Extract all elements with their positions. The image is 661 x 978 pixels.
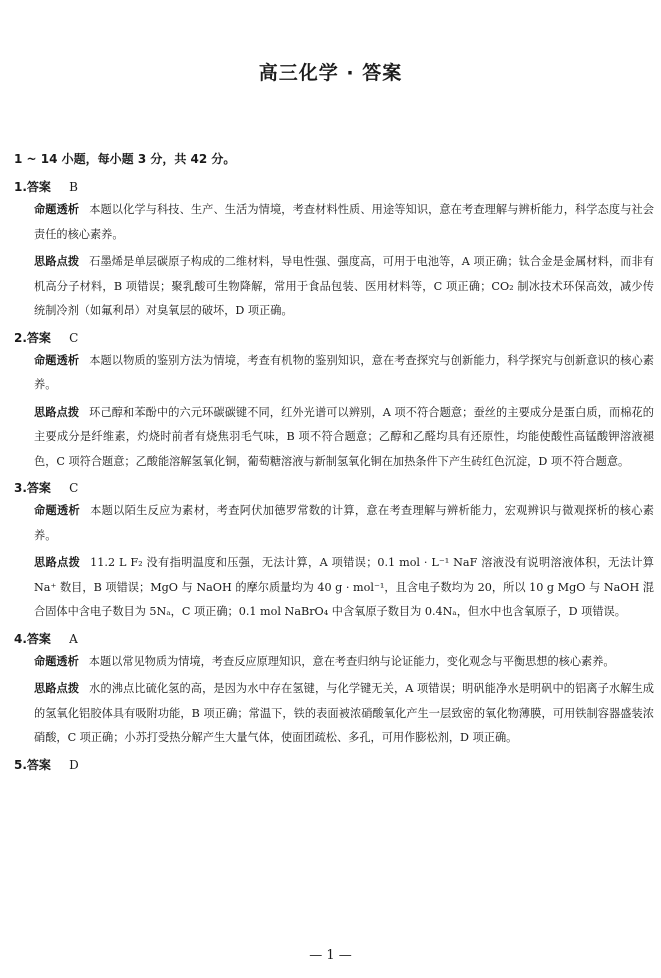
answer-label: 答案	[26, 481, 51, 495]
question-2	[14, 327, 654, 475]
analysis-text: 本题以化学与科技、生产、生活为情境，考查材料性质、用途等知识，意在考查理解与辨析能力，科学态度与社会责任的核心素养。	[34, 203, 654, 241]
question-5	[14, 754, 654, 776]
hint-text: 环己醇和苯酚中的六元环碳碳键不同，红外光谱可以辨别，A 项不符合题意；蚕丝的主要成分是蛋白质，而棉花的主要成分是纤维素，灼烧时前者有烧焦羽毛气味，B 项不符合题意；乙醇和乙醛均具有还原性，均能使酸性高锰酸钾溶液褪色，C 项符合题意；乙酸能溶解氢氧化铜，葡萄糖溶液与新制氢氧化铜在加热条件下产生砖红色沉淀，D 项不符合题意。	[34, 405, 654, 468]
answer-value: A	[69, 631, 78, 646]
page-number: — 1 —	[309, 948, 352, 963]
answer-label: 答案	[26, 631, 51, 646]
hint-label: 思路点拨	[34, 682, 80, 695]
analysis-paragraph	[34, 499, 654, 548]
analysis-paragraph	[34, 349, 654, 398]
analysis-label: 命题透析	[34, 203, 80, 216]
question-header	[14, 176, 654, 198]
answer-value: C	[69, 481, 79, 495]
question-1	[14, 176, 654, 324]
answer-label: 答案	[26, 180, 51, 194]
question-number: 1.	[14, 180, 27, 194]
question-list	[14, 176, 654, 779]
analysis-label: 命题透析	[34, 654, 79, 668]
question-number: 3.	[14, 481, 27, 495]
analysis-paragraph	[34, 198, 654, 247]
analysis-label: 命题透析	[34, 504, 81, 517]
section-intro: 1 ~ 14 小题，每小题 3 分，共 42 分。	[14, 152, 236, 166]
analysis-paragraph	[34, 650, 654, 675]
question-header	[14, 628, 654, 650]
hint-label: 思路点拨	[34, 556, 81, 569]
hint-paragraph	[34, 250, 654, 324]
hint-label: 思路点拨	[34, 255, 80, 268]
answer-label: 答案	[26, 757, 51, 772]
analysis-text: 本题以常见物质为情境，考查反应原理知识，意在考查归纳与论证能力，变化观念与平衡思想的核心素养。	[88, 654, 615, 668]
question-number: 5.	[14, 757, 27, 772]
hint-label: 思路点拨	[34, 405, 80, 419]
analysis-label: 命题透析	[34, 353, 80, 367]
hint-text: 石墨烯是单层碳原子构成的二维材料，导电性强、强度高，可用于电池等，A 项正确；钛合金是金属材料，而非有机高分子材料，B 项错误；聚乳酸可生物降解，常用于食品包装、医用材料等，C 项正确；CO₂ 制冰技术环保高效，减少传统制冷剂（如氟利昂）对臭氧层的破坏，D 项正确。	[34, 255, 654, 317]
hint-paragraph	[34, 401, 654, 475]
hint-text: 水的沸点比硫化氢的高，是因为水中存在氢键，与化学键无关，A 项错误；明矾能净水是明矾中的铝离子水解生成的氢氧化铝胶体具有吸附功能，B 项正确；常温下，铁的表面被浓硝酸氧化产生一层致密的氧化物薄膜，可用铁制容器盛装浓硝酸，C 项正确；小苏打受热分解产生大量气体，使面团疏松、多孔，可用作膨松剂，D 项正确。	[34, 682, 654, 744]
hint-text: 11.2 L F₂ 没有指明温度和压强，无法计算，A 项错误；0.1 mol · L⁻¹ NaF 溶液没有说明溶液体积，无法计算 Na⁺ 数目，B 项错误；MgO 与 NaOH 的摩尔质量均为 40 g · mol⁻¹，且含电子数均为 20，所以 10 g MgO 与 NaOH 混合固体中含电子数目为 5Nₐ，C 项正确；0.1 mol NaBrO₄ 中含氧原子数目为 0.4Nₐ，但水中也含氧原子，D 项错误。	[34, 556, 654, 618]
hint-paragraph	[34, 677, 654, 751]
question-header	[14, 327, 654, 349]
hint-paragraph	[34, 551, 654, 625]
answer-value: B	[69, 180, 78, 194]
answer-value: C	[69, 330, 79, 345]
page-title: 高三化学 · 答案	[258, 62, 403, 84]
answer-value: D	[69, 757, 79, 772]
question-number: 4.	[14, 631, 27, 646]
question-header	[14, 754, 654, 776]
question-number: 2.	[14, 330, 27, 345]
question-4	[14, 628, 654, 751]
question-3	[14, 477, 654, 625]
question-header	[14, 477, 654, 499]
analysis-text: 本题以物质的鉴别方法为情境，考查有机物的鉴别知识，意在考查探究与创新能力，科学探究与创新意识的核心素养。	[34, 353, 654, 391]
answer-label: 答案	[26, 330, 51, 345]
analysis-text: 本题以陌生反应为素材，考查阿伏加德罗常数的计算，意在考查理解与辨析能力，宏观辨识与微观探析的核心素养。	[34, 504, 654, 542]
